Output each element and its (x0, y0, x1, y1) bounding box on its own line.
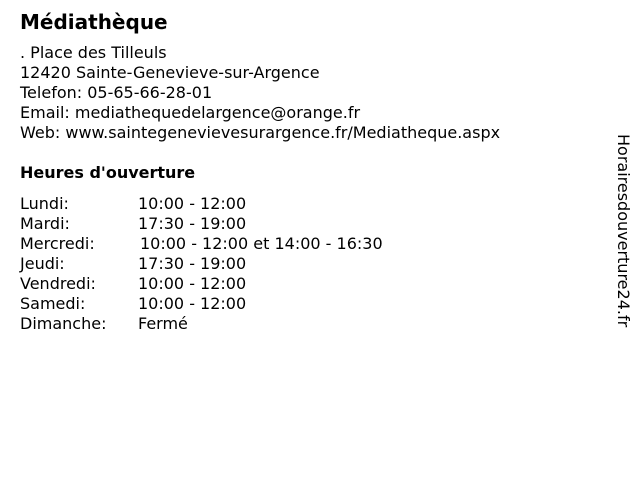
street-address: . Place des Tilleuls (20, 43, 167, 62)
address-block (20, 43, 500, 143)
time-value: 10:00 - 12:00 et 14:00 - 16:30 (140, 234, 383, 253)
email-address: Email: mediathequedelargence@orange.fr (20, 103, 361, 122)
time-value: 10:00 - 12:00 (138, 294, 247, 313)
brand-watermark: Horairesdouverture24.fr (614, 134, 633, 328)
day-label: Dimanche: (20, 314, 107, 333)
day-label: Vendredi: (20, 274, 96, 293)
time-value: 10:00 - 12:00 (138, 194, 247, 213)
website-address: Web: www.saintegenevievesurargence.fr/Mediatheque.aspx (20, 123, 501, 142)
day-label: Mardi: (20, 214, 70, 233)
time-value: Fermé (138, 314, 188, 333)
page-title: Médiathèque (20, 10, 168, 34)
phone-number: Telefon: 05-65-66-28-01 (20, 83, 213, 102)
city-address: 12420 Sainte-Genevieve-sur-Argence (20, 63, 320, 82)
day-label: Samedi: (20, 294, 86, 313)
time-value: 10:00 - 12:00 (138, 274, 247, 293)
day-label: Jeudi: (20, 254, 65, 273)
hours-heading: Heures d'ouverture (20, 163, 196, 182)
time-value: 17:30 - 19:00 (138, 214, 247, 233)
day-label: Mercredi: (20, 234, 95, 253)
time-value: 17:30 - 19:00 (138, 254, 247, 273)
day-label: Lundi: (20, 194, 69, 213)
